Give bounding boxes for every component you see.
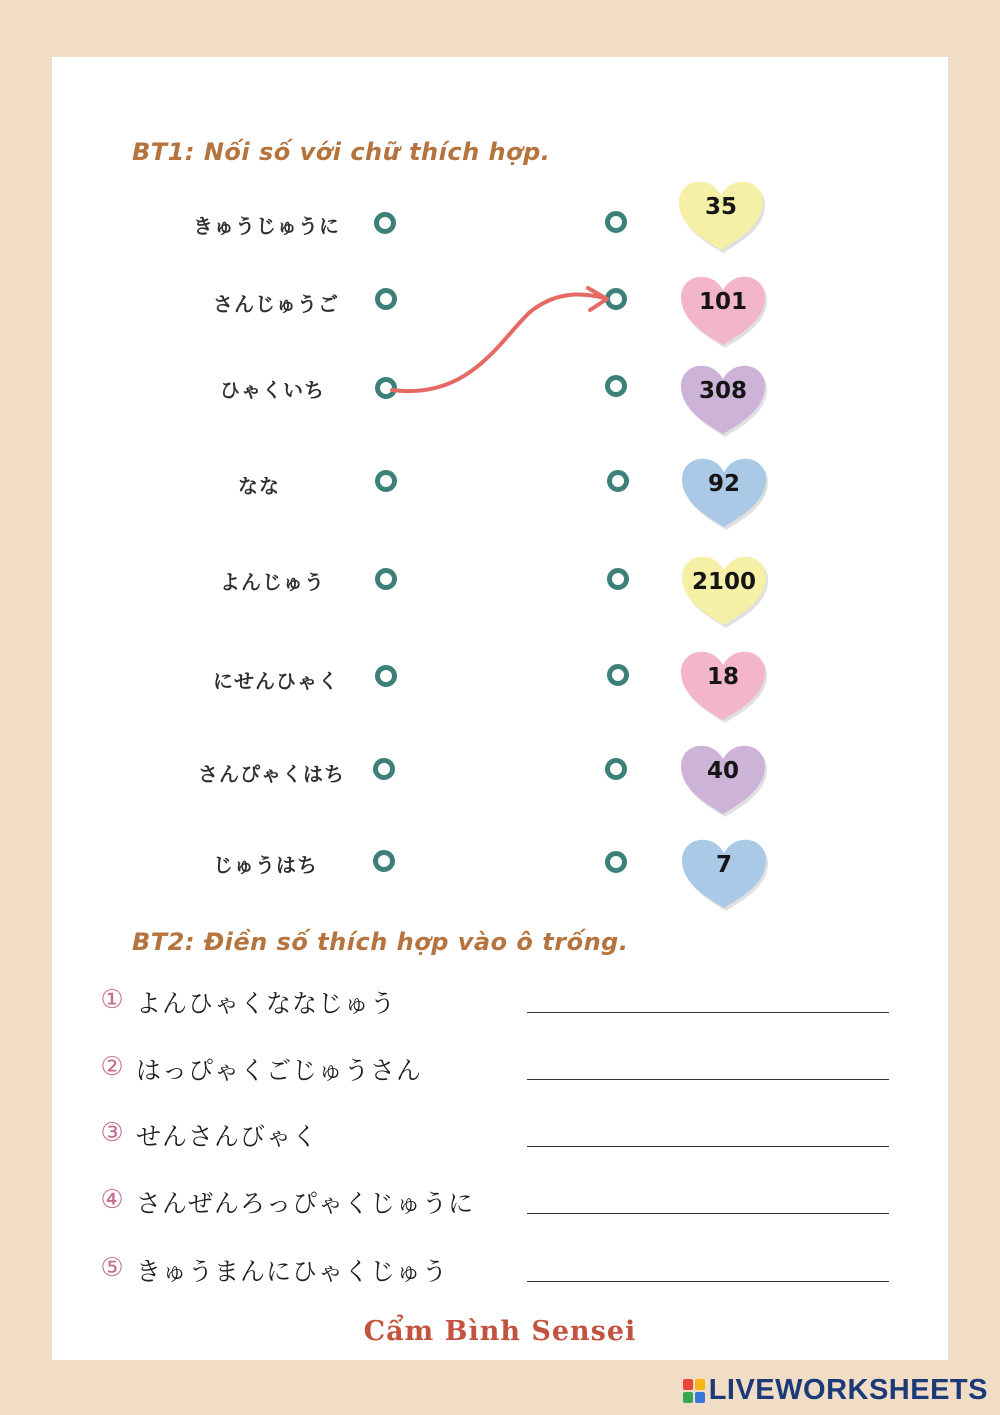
answer-field-1[interactable] xyxy=(527,1012,889,1013)
question-text-1: よんひゃくななじゅう xyxy=(136,989,397,1018)
heart-number: 2100 xyxy=(691,569,756,595)
number-heart xyxy=(677,273,769,349)
number-heart xyxy=(678,836,770,912)
word-item: じゅうはち xyxy=(213,853,318,877)
heart-number: 18 xyxy=(706,664,739,690)
author-signature: Cẩm Bình Sensei xyxy=(363,1316,637,1347)
heart-number: 7 xyxy=(715,852,732,878)
word-item: ひゃくいち xyxy=(220,378,325,402)
number-heart xyxy=(677,648,769,724)
logo-tile xyxy=(683,1392,693,1403)
heart-number: 308 xyxy=(698,378,747,404)
question-number-3: ③ xyxy=(100,1118,124,1148)
number-heart xyxy=(677,742,769,818)
heart-number: 92 xyxy=(707,471,740,497)
word-item: よんじゅう xyxy=(220,570,325,594)
logo-tile xyxy=(695,1392,705,1403)
word-item: にせんひゃく xyxy=(213,669,339,693)
brand-name: LIVEWORKSHEETS xyxy=(708,1374,988,1406)
answer-field-5[interactable] xyxy=(527,1281,889,1282)
heart-number: 35 xyxy=(704,194,737,220)
question-number-5: ⑤ xyxy=(100,1253,124,1283)
answer-field-4[interactable] xyxy=(527,1213,889,1214)
question-text-3: せんさんびゃく xyxy=(136,1122,319,1151)
question-number-1: ① xyxy=(100,985,124,1015)
word-item: さんじゅうご xyxy=(213,292,339,316)
number-heart xyxy=(677,362,769,438)
question-number-4: ④ xyxy=(100,1185,124,1215)
question-text-2: はっぴゃくごじゅうさん xyxy=(136,1056,423,1085)
exercise1-heading: BT1: Nối số với chữ thích hợp. xyxy=(132,138,551,166)
exercise2-heading: BT2: Điền số thích hợp vào ô trống. xyxy=(132,928,629,956)
question-text-4: さんぜんろっぴゃくじゅうに xyxy=(136,1189,475,1218)
liveworksheets-logo-icon xyxy=(683,1379,705,1403)
number-heart xyxy=(675,178,767,254)
question-number-2: ② xyxy=(100,1052,124,1082)
question-text-5: きゅうまんにひゃくじゅう xyxy=(136,1257,449,1286)
liveworksheets-brand[interactable] xyxy=(683,1374,988,1407)
heart-number: 40 xyxy=(706,758,739,784)
logo-tile xyxy=(695,1379,705,1390)
word-item: きゅうじゅうに xyxy=(193,214,340,238)
logo-tile xyxy=(683,1379,693,1390)
word-item: さんぴゃくはち xyxy=(198,762,345,786)
number-heart xyxy=(678,455,770,531)
answer-field-2[interactable] xyxy=(527,1079,889,1080)
number-heart xyxy=(678,553,770,629)
answer-field-3[interactable] xyxy=(527,1146,889,1147)
word-item: なな xyxy=(238,474,280,498)
heart-number: 101 xyxy=(698,289,747,315)
